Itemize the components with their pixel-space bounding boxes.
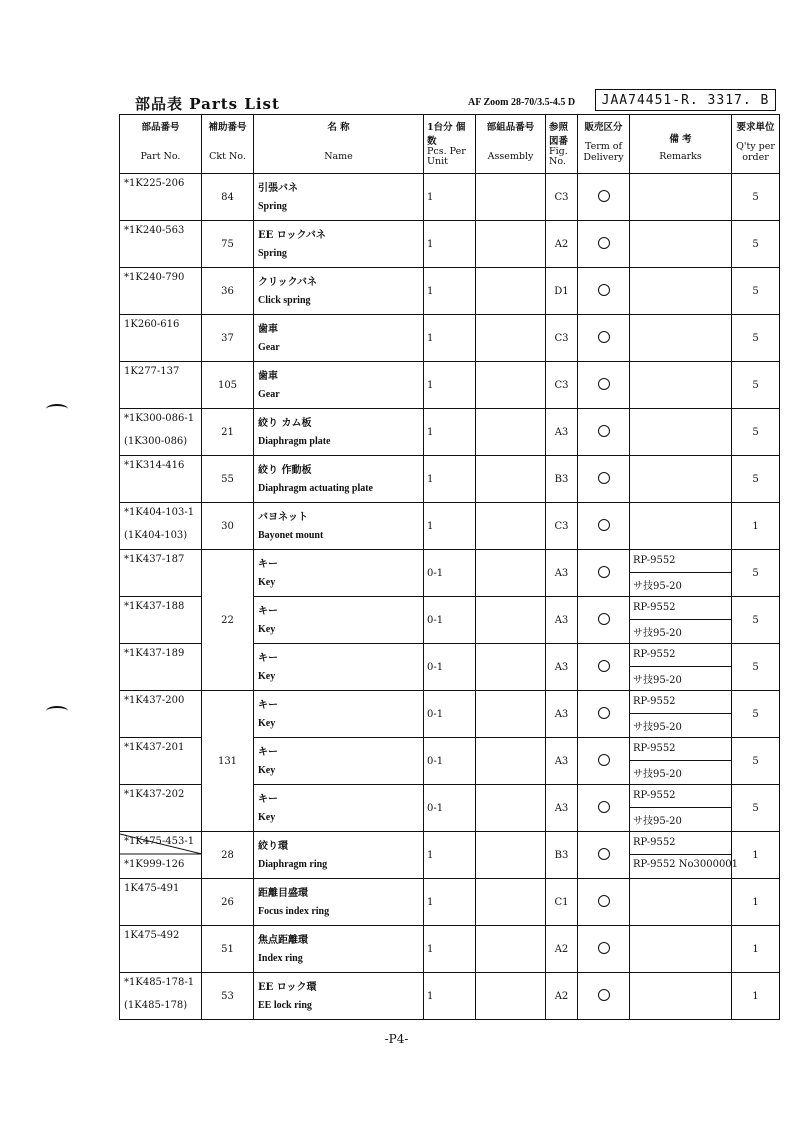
qty-per-order: 5: [732, 221, 780, 268]
fig-number: C1: [546, 879, 578, 926]
remarks-cell: [630, 221, 732, 268]
pcs-per-unit: 1: [424, 221, 476, 268]
fig-number: A2: [546, 221, 578, 268]
name-english: Diaphragm plate: [258, 436, 331, 447]
part-number: *1K240-563: [124, 225, 185, 236]
remark-line-1: RP-9552: [633, 743, 676, 754]
part-number: *1K437-202: [124, 789, 185, 800]
remark-divider: [630, 760, 731, 761]
part-number: *1K437-187: [124, 554, 185, 565]
fig-number: A2: [546, 926, 578, 973]
pcs-per-unit: 1: [424, 409, 476, 456]
name-cell: [254, 503, 424, 550]
name-cell: [254, 221, 424, 268]
circle-mark-icon: [598, 942, 610, 954]
part-number: *1K225-206: [124, 178, 185, 189]
remark-divider: [630, 854, 731, 855]
name-english: Key: [258, 624, 276, 635]
table-row: [120, 550, 780, 597]
remark-line-1: RP-9552: [633, 790, 676, 801]
page-number: -P4-: [384, 1032, 409, 1046]
name-english: Focus index ring: [258, 906, 330, 917]
remarks-cell: [630, 644, 732, 691]
assembly-number: [476, 362, 546, 409]
part-number-cell: [120, 268, 202, 315]
term-of-delivery: [578, 832, 630, 879]
fig-number: C3: [546, 362, 578, 409]
col-part-no: 部品番号 Part No.: [120, 115, 202, 174]
parts-table: [119, 114, 780, 1020]
remarks-cell: [630, 926, 732, 973]
name-japanese: 絞り環: [258, 841, 288, 852]
pcs-per-unit: 0-1: [424, 597, 476, 644]
assembly-number: [476, 738, 546, 785]
part-number-cell: [120, 456, 202, 503]
ckt-number: 53: [202, 973, 254, 1020]
pcs-per-unit: 0-1: [424, 691, 476, 738]
col-fig-no: 参照 図番 Fig. No.: [546, 115, 578, 174]
name-japanese: バヨネット: [258, 512, 308, 523]
remarks-cell: [630, 315, 732, 362]
assembly-number: [476, 409, 546, 456]
ckt-number: 22: [202, 550, 254, 691]
part-number-cell: [120, 315, 202, 362]
pcs-per-unit: 1: [424, 315, 476, 362]
remark-divider: [630, 619, 731, 620]
circle-mark-icon: [598, 519, 610, 531]
part-number: *1K475-453-1: [124, 836, 195, 847]
name-cell: [254, 832, 424, 879]
fig-number: A3: [546, 738, 578, 785]
ckt-number: 37: [202, 315, 254, 362]
punch-mark: [46, 706, 68, 716]
term-of-delivery: [578, 879, 630, 926]
part-number: *1K485-178-1: [124, 977, 195, 988]
name-cell: [254, 738, 424, 785]
col-qty-per-order: 要求単位 Q'ty per order: [732, 115, 780, 174]
name-japanese: EE ロックバネ: [258, 230, 326, 241]
name-cell: [254, 926, 424, 973]
table-row: [120, 456, 780, 503]
remarks-cell: [630, 503, 732, 550]
part-number: *1K437-200: [124, 695, 185, 706]
qty-per-order: 1: [732, 973, 780, 1020]
pcs-per-unit: 1: [424, 926, 476, 973]
name-english: EE lock ring: [258, 1000, 312, 1011]
part-number: 1K260-616: [124, 319, 180, 330]
assembly-number: [476, 973, 546, 1020]
term-of-delivery: [578, 315, 630, 362]
pcs-per-unit: 1: [424, 456, 476, 503]
assembly-number: [476, 832, 546, 879]
qty-per-order: 5: [732, 644, 780, 691]
fig-number: D1: [546, 268, 578, 315]
assembly-number: [476, 174, 546, 221]
part-number-alt: (1K300-086): [124, 436, 188, 447]
ckt-number: 55: [202, 456, 254, 503]
remark-line-1: RP-9552: [633, 837, 676, 848]
pcs-per-unit: 1: [424, 832, 476, 879]
remark-line-2: サ技95-20: [633, 581, 682, 592]
table-row: [120, 503, 780, 550]
circle-mark-icon: [598, 989, 610, 1001]
remarks-cell: [630, 691, 732, 738]
fig-number: C3: [546, 503, 578, 550]
remarks-cell: [630, 879, 732, 926]
name-japanese: キー: [258, 794, 278, 805]
circle-mark-icon: [598, 848, 610, 860]
name-english: Diaphragm ring: [258, 859, 328, 870]
part-number-cell: [120, 738, 202, 785]
part-number-cell: [120, 174, 202, 221]
remark-line-2: RP-9552 No3000001: [633, 859, 739, 870]
remarks-cell: [630, 456, 732, 503]
name-cell: [254, 644, 424, 691]
assembly-number: [476, 879, 546, 926]
ckt-number: 36: [202, 268, 254, 315]
name-japanese: キー: [258, 747, 278, 758]
qty-per-order: 5: [732, 785, 780, 832]
remarks-cell: [630, 785, 732, 832]
document-number: JAA74451-R. 3317. B: [595, 89, 776, 111]
fig-number: B3: [546, 456, 578, 503]
circle-mark-icon: [598, 331, 610, 343]
fig-number: A3: [546, 597, 578, 644]
pcs-per-unit: 0-1: [424, 785, 476, 832]
name-english: Gear: [258, 389, 280, 400]
name-english: Spring: [258, 201, 287, 212]
remark-line-2: サ技95-20: [633, 816, 682, 827]
assembly-number: [476, 597, 546, 644]
fig-number: A3: [546, 644, 578, 691]
term-of-delivery: [578, 503, 630, 550]
assembly-number: [476, 503, 546, 550]
part-number-cell: [120, 691, 202, 738]
qty-per-order: 1: [732, 832, 780, 879]
part-number: *1K437-201: [124, 742, 185, 753]
col-ckt-no: 補助番号 Ckt No.: [202, 115, 254, 174]
ckt-number: 131: [202, 691, 254, 832]
name-cell: [254, 691, 424, 738]
name-japanese: 歯車: [258, 371, 278, 382]
name-cell: [254, 879, 424, 926]
part-number: *1K404-103-1: [124, 507, 195, 518]
ckt-number: 75: [202, 221, 254, 268]
name-cell: [254, 785, 424, 832]
table-header-row: [120, 115, 780, 174]
table-row: [120, 973, 780, 1020]
ckt-number: 105: [202, 362, 254, 409]
circle-mark-icon: [598, 284, 610, 296]
name-japanese: 距離目盛環: [258, 888, 308, 899]
table-row: [120, 362, 780, 409]
remarks-cell: [630, 597, 732, 644]
remark-line-1: RP-9552: [633, 696, 676, 707]
part-number: 1K277-137: [124, 366, 180, 377]
name-english: Diaphragm actuating plate: [258, 483, 373, 494]
name-cell: [254, 362, 424, 409]
name-cell: [254, 973, 424, 1020]
fig-number: B3: [546, 832, 578, 879]
part-number: *1K314-416: [124, 460, 185, 471]
circle-mark-icon: [598, 895, 610, 907]
ckt-number: 84: [202, 174, 254, 221]
part-number-alt: *1K999-126: [124, 859, 185, 870]
circle-mark-icon: [598, 801, 610, 813]
part-number: 1K475-491: [124, 883, 180, 894]
name-english: Key: [258, 671, 276, 682]
remark-line-2: サ技95-20: [633, 769, 682, 780]
strike-through-line: [120, 832, 202, 878]
term-of-delivery: [578, 597, 630, 644]
part-number-cell: [120, 973, 202, 1020]
part-number-cell: [120, 785, 202, 832]
name-english: Key: [258, 718, 276, 729]
pcs-per-unit: 0-1: [424, 644, 476, 691]
name-cell: [254, 597, 424, 644]
model-name: AF Zoom 28-70/3.5-4.5 D: [468, 97, 576, 108]
table-row: [120, 268, 780, 315]
ckt-number: 21: [202, 409, 254, 456]
name-japanese: EE ロック環: [258, 982, 317, 993]
fig-number: A3: [546, 785, 578, 832]
remarks-cell: [630, 268, 732, 315]
name-english: Key: [258, 577, 276, 588]
term-of-delivery: [578, 268, 630, 315]
fig-number: C3: [546, 174, 578, 221]
remarks-cell: [630, 832, 739, 879]
table-row: [120, 926, 780, 973]
col-name: 名 称 Name: [254, 115, 424, 174]
term-of-delivery: [578, 785, 630, 832]
circle-mark-icon: [598, 190, 610, 202]
part-number: *1K240-790: [124, 272, 185, 283]
circle-mark-icon: [598, 754, 610, 766]
qty-per-order: 5: [732, 268, 780, 315]
pcs-per-unit: 1: [424, 973, 476, 1020]
fig-number: A3: [546, 409, 578, 456]
part-number: *1K437-189: [124, 648, 185, 659]
table-row: [120, 174, 780, 221]
qty-per-order: 5: [732, 456, 780, 503]
assembly-number: [476, 315, 546, 362]
part-number-cell: [120, 503, 202, 550]
remark-line-2: サ技95-20: [633, 628, 682, 639]
circle-mark-icon: [598, 378, 610, 390]
remark-line-2: サ技95-20: [633, 675, 682, 686]
part-number-cell: [120, 879, 202, 926]
name-english: Key: [258, 812, 276, 823]
remarks-cell: [630, 174, 732, 221]
qty-per-order: 5: [732, 315, 780, 362]
table-row: [120, 879, 780, 926]
assembly-number: [476, 926, 546, 973]
remark-line-1: RP-9552: [633, 555, 676, 566]
part-number-cell: [120, 597, 202, 644]
name-cell: [254, 456, 424, 503]
pcs-per-unit: 1: [424, 362, 476, 409]
circle-mark-icon: [598, 660, 610, 672]
part-number: *1K437-188: [124, 601, 185, 612]
col-assembly: 部組品番号 Assembly: [476, 115, 546, 174]
table-row: [120, 409, 780, 456]
ckt-number: 28: [202, 832, 254, 879]
term-of-delivery: [578, 691, 630, 738]
term-of-delivery: [578, 973, 630, 1020]
remark-divider: [630, 713, 731, 714]
term-of-delivery: [578, 362, 630, 409]
table-row: [120, 691, 780, 738]
part-number-cell: [120, 926, 202, 973]
part-number-alt: (1K404-103): [124, 530, 188, 541]
qty-per-order: 5: [732, 550, 780, 597]
term-of-delivery: [578, 550, 630, 597]
qty-per-order: 5: [732, 691, 780, 738]
part-number: *1K300-086-1: [124, 413, 195, 424]
name-english: Key: [258, 765, 276, 776]
remark-divider: [630, 572, 731, 573]
col-remarks: 備 考 Remarks: [630, 115, 732, 174]
remark-line-1: RP-9552: [633, 649, 676, 660]
col-pcs-per-unit: 1台分 個 数 Pcs. Per Unit: [424, 115, 476, 174]
assembly-number: [476, 268, 546, 315]
qty-per-order: 1: [732, 926, 780, 973]
pcs-per-unit: 1: [424, 879, 476, 926]
name-cell: [254, 409, 424, 456]
part-number-cell: [120, 409, 202, 456]
qty-per-order: 1: [732, 879, 780, 926]
ckt-number: 30: [202, 503, 254, 550]
ckt-number: 51: [202, 926, 254, 973]
assembly-number: [476, 221, 546, 268]
pcs-per-unit: 0-1: [424, 738, 476, 785]
assembly-number: [476, 644, 546, 691]
circle-mark-icon: [598, 237, 610, 249]
fig-number: A2: [546, 973, 578, 1020]
term-of-delivery: [578, 644, 630, 691]
term-of-delivery: [578, 409, 630, 456]
ckt-number: 26: [202, 879, 254, 926]
pcs-per-unit: 1: [424, 503, 476, 550]
qty-per-order: 5: [732, 409, 780, 456]
part-number: 1K475-492: [124, 930, 180, 941]
name-english: Bayonet mount: [258, 530, 324, 541]
part-number-cell: [120, 832, 202, 879]
name-english: Click spring: [258, 295, 311, 306]
name-japanese: キー: [258, 606, 278, 617]
name-japanese: キー: [258, 700, 278, 711]
circle-mark-icon: [598, 472, 610, 484]
remarks-cell: [630, 362, 732, 409]
part-number-cell: [120, 550, 202, 597]
name-japanese: 歯車: [258, 324, 278, 335]
qty-per-order: 5: [732, 738, 780, 785]
fig-number: A3: [546, 550, 578, 597]
name-japanese: キー: [258, 653, 278, 664]
name-cell: [254, 268, 424, 315]
remarks-cell: [630, 409, 732, 456]
table-row: [120, 832, 780, 879]
remarks-cell: [630, 550, 732, 597]
qty-per-order: 5: [732, 597, 780, 644]
circle-mark-icon: [598, 613, 610, 625]
name-japanese: 絞り カム板: [258, 418, 312, 429]
fig-number: C3: [546, 315, 578, 362]
assembly-number: [476, 785, 546, 832]
term-of-delivery: [578, 456, 630, 503]
remark-divider: [630, 807, 731, 808]
assembly-number: [476, 456, 546, 503]
name-japanese: キー: [258, 559, 278, 570]
name-cell: [254, 174, 424, 221]
name-english: Gear: [258, 342, 280, 353]
name-cell: [254, 550, 424, 597]
part-number-cell: [120, 362, 202, 409]
pcs-per-unit: 0-1: [424, 550, 476, 597]
term-of-delivery: [578, 738, 630, 785]
pcs-per-unit: 1: [424, 268, 476, 315]
col-term-of-delivery: 販売区分 Term of Delivery: [578, 115, 630, 174]
name-japanese: 引張バネ: [258, 183, 298, 194]
name-japanese: 絞り 作動板: [258, 465, 312, 476]
part-number-cell: [120, 221, 202, 268]
remark-line-2: サ技95-20: [633, 722, 682, 733]
fig-number: A3: [546, 691, 578, 738]
pcs-per-unit: 1: [424, 174, 476, 221]
circle-mark-icon: [598, 425, 610, 437]
assembly-number: [476, 691, 546, 738]
table-row: [120, 221, 780, 268]
remarks-cell: [630, 738, 732, 785]
punch-mark: [46, 404, 68, 414]
remark-divider: [630, 666, 731, 667]
page-title: 部品表 Parts List: [135, 95, 280, 113]
qty-per-order: 1: [732, 503, 780, 550]
name-english: Spring: [258, 248, 287, 259]
table-row: [120, 315, 780, 362]
qty-per-order: 5: [732, 362, 780, 409]
part-number-cell: [120, 644, 202, 691]
remarks-cell: [630, 973, 732, 1020]
term-of-delivery: [578, 926, 630, 973]
term-of-delivery: [578, 221, 630, 268]
part-number-alt: (1K485-178): [124, 1000, 188, 1011]
circle-mark-icon: [598, 566, 610, 578]
term-of-delivery: [578, 174, 630, 221]
name-japanese: 焦点距離環: [258, 935, 308, 946]
circle-mark-icon: [598, 707, 610, 719]
name-english: Index ring: [258, 953, 303, 964]
qty-per-order: 5: [732, 174, 780, 221]
assembly-number: [476, 550, 546, 597]
name-japanese: クリックバネ: [258, 277, 317, 288]
remark-line-1: RP-9552: [633, 602, 676, 613]
name-cell: [254, 315, 424, 362]
